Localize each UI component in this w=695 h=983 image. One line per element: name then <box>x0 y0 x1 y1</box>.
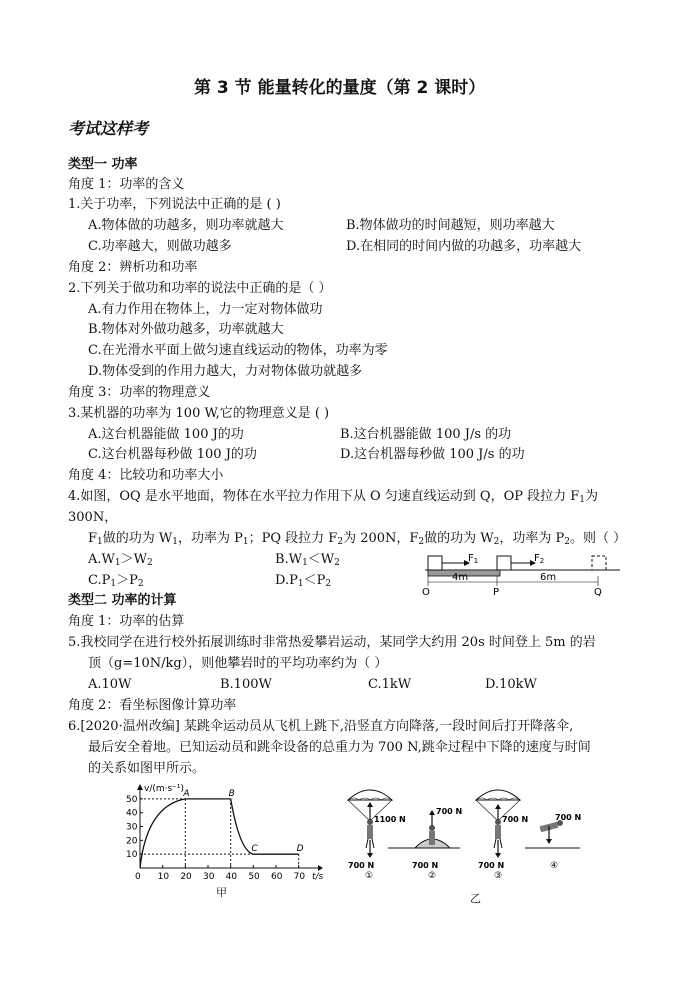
type-1-heading: 类型一 功率 <box>68 157 138 172</box>
point-label-a: A <box>183 788 190 799</box>
q3-option-b: B.这台机器能做 100 J/s 的功 <box>340 427 512 442</box>
q5-option-d: D.10kW <box>485 677 537 692</box>
chart-caption-jia: 甲 <box>216 886 227 899</box>
y-tick-label: 10 <box>126 850 138 861</box>
angle-2-2: 角度 2：看坐标图像计算功率 <box>68 698 237 713</box>
force-label-3-up: 700 N <box>502 815 529 824</box>
force-label-2-down: 700 N <box>412 861 439 870</box>
q1-option-a: A.物体做的功越多，则功率就越大 <box>88 218 284 233</box>
question-6-line-2: 最后安全着地。已知运动员和跳伞设备的总重力为 700 N,跳伞过程中下降的速度与时间 <box>88 740 591 755</box>
figure-caption-yi: 乙 <box>470 892 481 905</box>
canopy-icon <box>476 790 520 800</box>
q4-option-b: $B.W_1<W_2$ <box>275 552 340 568</box>
chart-ticks <box>126 795 305 882</box>
angle-1-1: 角度 1：功率的含义 <box>68 177 185 192</box>
question-4-line-1: 4.如图，OQ 是水平地面，物体在水平拉力作用下从 O 匀速直线运动到 Q，OP 段拉力 $F_1$为 <box>68 489 599 505</box>
x-tick-label: 50 <box>248 872 260 882</box>
distance-pq-label: 6m <box>540 572 557 583</box>
angle-2-1: 角度 1：功率的估算 <box>68 614 185 629</box>
velocity-curve <box>140 799 299 868</box>
q3-option-a: A.这台机器能做 100 J的功 <box>88 427 244 442</box>
force-label-1: $F_1$ <box>468 553 479 565</box>
page-title: 第 3 节 能量转化的量度（第 2 课时） <box>194 78 486 98</box>
block-q-dashed <box>592 556 606 570</box>
q4-figure <box>420 548 625 598</box>
block-p <box>497 556 511 570</box>
question-5-line-1: 5.我校同学在进行校外拓展训练时非常热爱攀岩运动，某同学大约用 20s 时间登上 5m 的岩 <box>68 635 596 650</box>
force-label-1-down: 700 N <box>348 861 375 870</box>
q4-option-a: $A.W_1>W_2$ <box>88 552 153 568</box>
point-q-label: Q <box>594 587 602 598</box>
x-tick-label: 40 <box>225 872 238 882</box>
q1-option-c: C.功率越大，则做功越多 <box>88 239 232 254</box>
label-2: ② <box>428 871 437 878</box>
section-heading: 考试这样考 <box>68 119 149 138</box>
block-o <box>428 556 442 570</box>
q5-option-c: C.1kW <box>368 677 412 692</box>
question-5-line-2: 顶（g=10N/kg），则他攀岩时的平均功率约为（ ） <box>88 656 388 671</box>
type-2-heading: 类型二 功率的计算 <box>68 593 177 608</box>
q2-option-c: C.在光滑水平面上做匀速直线运动的物体，功率为零 <box>88 343 388 358</box>
question-3: 3.某机器的功率为 100 W,它的物理意义是 ( ) <box>68 406 330 421</box>
q1-option-d: D.在相同的时间内做的功越多，功率越大 <box>346 239 582 254</box>
angle-1-4: 角度 4：比较功和功率大小 <box>68 468 224 483</box>
force-label-2-up: 700 N <box>436 807 463 816</box>
parachutist-4 <box>540 820 563 844</box>
y-tick-label: 50 <box>126 794 138 805</box>
point-o-label: O <box>422 587 430 598</box>
question-1: 1.关于功率，下列说法中正确的是 ( ) <box>68 197 281 212</box>
q5-option-b: B.100W <box>220 677 272 692</box>
q3-option-d: D.这台机器每秒做 100 J/s 的功 <box>340 447 525 462</box>
question-6-line-3: 的关系如图甲所示。 <box>88 761 206 776</box>
x-tick-label: 70 <box>293 872 306 882</box>
point-label-c: C <box>251 844 258 855</box>
point-label-b: B <box>228 788 235 799</box>
label-4: ④ <box>550 861 559 871</box>
y-axis-arrow <box>137 784 143 790</box>
q1-option-b: B.物体做功的时间越短，则功率越大 <box>346 218 555 233</box>
label-3: ③ <box>494 871 503 878</box>
question-4-line-3: $F_1$做的功为 $W_1$，功率为 $P_1$；PQ 段拉力 $F_2$为 200N，$F_2$做的功为 $W_2$，功率为 $P_2$。则（ ） <box>88 531 627 547</box>
parachute-figure <box>340 778 585 878</box>
q3-option-c: C.这台机器每秒做 100 J的功 <box>88 447 257 462</box>
q5-option-a: A.10W <box>88 677 132 692</box>
x-axis-arrow <box>318 865 323 871</box>
y-tick-label: 30 <box>126 822 138 833</box>
x-tick-label: 10 <box>157 872 170 882</box>
y-axis-label: v/(m·s⁻¹) <box>144 784 185 794</box>
point-label-d: D <box>296 844 304 855</box>
angle-1-2: 角度 2：辨析功和功率 <box>68 260 198 275</box>
x-tick-label: 0 <box>135 872 141 882</box>
x-tick-label: 20 <box>180 872 192 882</box>
force-label-4: 700 N <box>555 813 582 822</box>
question-2: 2.下列关于做功和功率的说法中正确的是（ ） <box>68 281 332 296</box>
q4-option-d: $D.P_1<P_2$ <box>275 573 332 589</box>
y-tick-label: 40 <box>126 808 138 819</box>
x-tick-label: 30 <box>203 872 215 882</box>
q2-option-a: A.有力作用在物体上，力一定对物体做功 <box>88 302 323 317</box>
canopy-icon <box>348 790 392 800</box>
force-label-2: $F_2$ <box>534 553 545 565</box>
parachutist-1 <box>348 790 392 858</box>
label-1: ① <box>365 871 374 878</box>
force-label-3-down: 700 N <box>478 861 505 870</box>
distance-op-label: 4m <box>452 572 469 583</box>
question-6-line-1: 6.[2020·温州改编] 某跳伞运动员从飞机上跳下,沿竖直方向降落,一段时间后打开降落伞, <box>68 719 574 734</box>
velocity-time-chart <box>118 782 328 892</box>
x-axis-label: t/s <box>312 872 324 882</box>
y-tick-label: 20 <box>126 836 138 847</box>
parachutist-3 <box>476 790 520 858</box>
q4-option-c: $C.P_1>P_2$ <box>88 573 144 589</box>
question-4-line-2: 300N， <box>68 510 118 525</box>
point-p-label: P <box>493 587 500 598</box>
q2-option-b: B.物体对外做功越多，功率就越大 <box>88 322 284 337</box>
q2-option-d: D.物体受到的作用力越大，力对物体做功就越多 <box>88 364 363 379</box>
force-label-1-up: 1100 N <box>374 815 406 824</box>
angle-1-3: 角度 3：功率的物理意义 <box>68 385 211 400</box>
x-tick-label: 60 <box>271 872 283 882</box>
